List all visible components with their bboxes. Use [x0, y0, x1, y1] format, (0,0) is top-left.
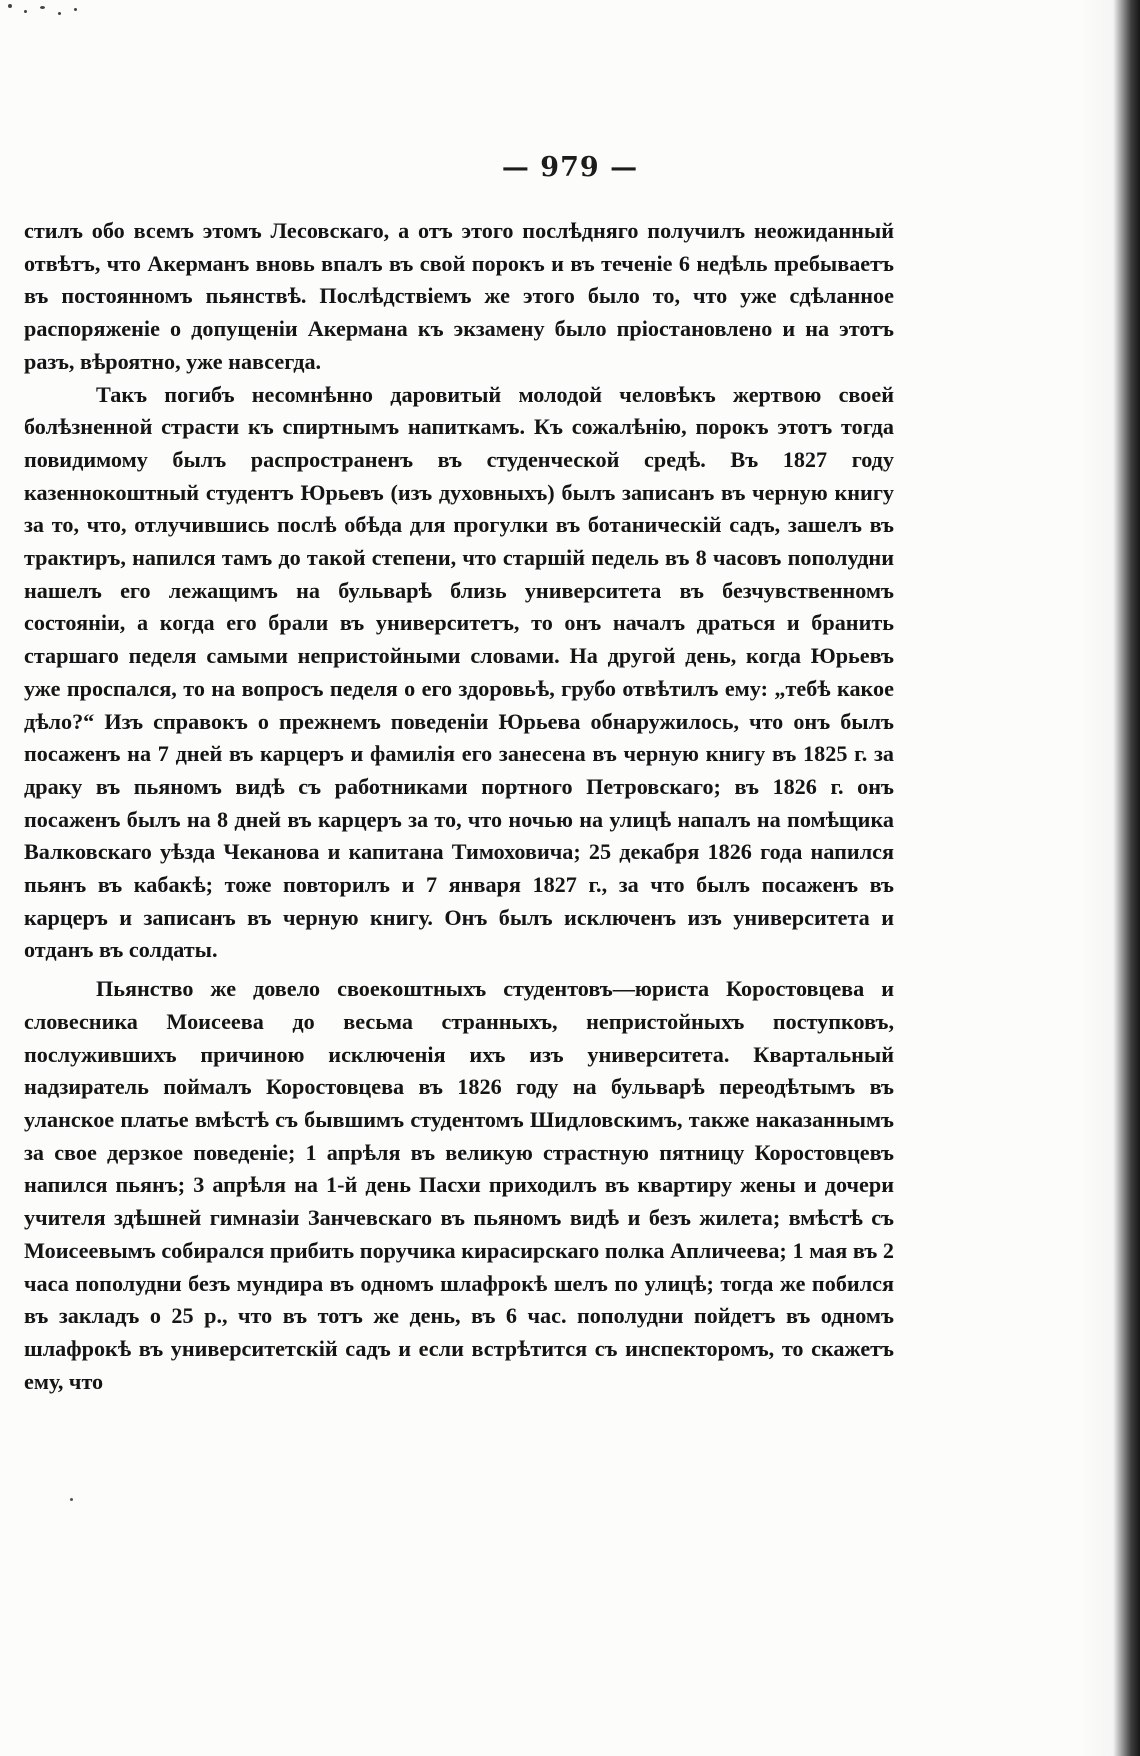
page-number: — 979 —	[501, 152, 639, 183]
paragraph-2: Такъ погибъ несомнѣнно даровитый молодой человѣкъ жертвою своей болѣзненной страсти къ спиртнымъ напиткамъ. Къ сожалѣнію, порокъ этотъ тогда повидимому былъ распространенъ въ студенческой средѣ. Въ 1827 году казеннокоштный студентъ Юрьевъ (изъ духовныхъ) былъ записанъ въ черную книгу за то, что, отлучившись послѣ обѣда для прогулки въ ботаническій садъ, зашелъ въ трактиръ, напился тамъ до такой степени, что старшій педель въ 8 часовъ пополудни нашелъ его лежащимъ на бульварѣ близь университета въ безчувственномъ состояніи, а когда его брали въ университетъ, то онъ началъ драться и бранить старшаго педеля самыми непристойными словами. На другой день, когда Юрьевъ уже проспался, то на вопросъ педеля о его здоровьѣ, грубо отвѣтилъ ему: „тебѣ какое дѣло?“ Изъ справокъ о прежнемъ поведеніи Юрьева обнаружилось, что онъ былъ посаженъ на 7 дней въ карцеръ и фамилія его занесена въ черную книгу въ 1825 г. за драку въ пьяномъ видѣ съ работниками портного Петровскаго; въ 1826 г. онъ посаженъ былъ на 8 дней въ карцеръ за то, что ночью на улицѣ напалъ на помѣщика Валковскаго уѣзда Чеканова и капитана Тимоховича; 25 декабря 1826 года напился пьянъ въ кабакѣ; тоже повторилъ и 7 января 1827 г., за что былъ посаженъ въ карцеръ и записанъ въ черную книгу. Онъ былъ исключенъ изъ университета и отданъ въ солдаты.	[24, 381, 894, 963]
corner-speck	[58, 12, 61, 15]
paragraph-3: Пьянство же довело своекоштныхъ студентовъ—юриста Коростовцева и словесника Моисеева до весьма странныхъ, непристойныхъ поступковъ, послужившихъ причиною исключенія ихъ изъ университета. Квартальный надзиратель поймалъ Коростовцева въ 1826 году на бульварѣ переодѣтымъ въ уланское платье вмѣстѣ съ бывшимъ студентомъ Шидловскимъ, также наказаннымъ за свое дерзкое поведеніе; 1 апрѣля въ великую страстную пятницу Коростовцевъ напился пьянъ; 3 апрѣля на 1-й день Пасхи приходилъ въ квартиру жены и дочери учителя здѣшней гимназіи Занчевскаго въ пьяномъ видѣ и безъ жилета; вмѣстѣ съ Моисеевымъ собирался прибить поручика кирасирскаго полка Апличеева; 1 мая въ 2 часа пополудни безъ мундира въ одномъ шлафрокѣ шелъ по улицѣ; тогда же побился въ закладъ о 25 р., что въ тотъ же день, въ 6 час. пополудни пойдетъ въ одномъ шлафрокѣ въ университетскій садъ и если встрѣтится съ инспекторомъ, то скажетъ ему, что	[24, 976, 894, 1394]
paragraph-1: стилъ обо всемъ этомъ Лесовскаго, а отъ этого послѣдняго получилъ неожиданный отвѣтъ, что Акерманъ вновь впалъ въ свой порокъ и въ теченіе 6 недѣль пребываетъ въ постоянномъ пьянствѣ. Послѣдствіемъ же этого было то, что уже сдѣланное распоряженіе о допущеніи Акермана къ экзамену было пріостановлено и на этотъ разъ, вѣроятно, уже навсегда.	[24, 218, 894, 374]
corner-speck	[24, 10, 27, 13]
corner-speck	[40, 6, 45, 9]
bottom-speck	[70, 1498, 73, 1501]
scan-edge-shadow	[1080, 0, 1140, 1756]
corner-speck	[74, 8, 77, 11]
corner-speck	[8, 4, 12, 8]
body-text	[24, 215, 894, 1398]
